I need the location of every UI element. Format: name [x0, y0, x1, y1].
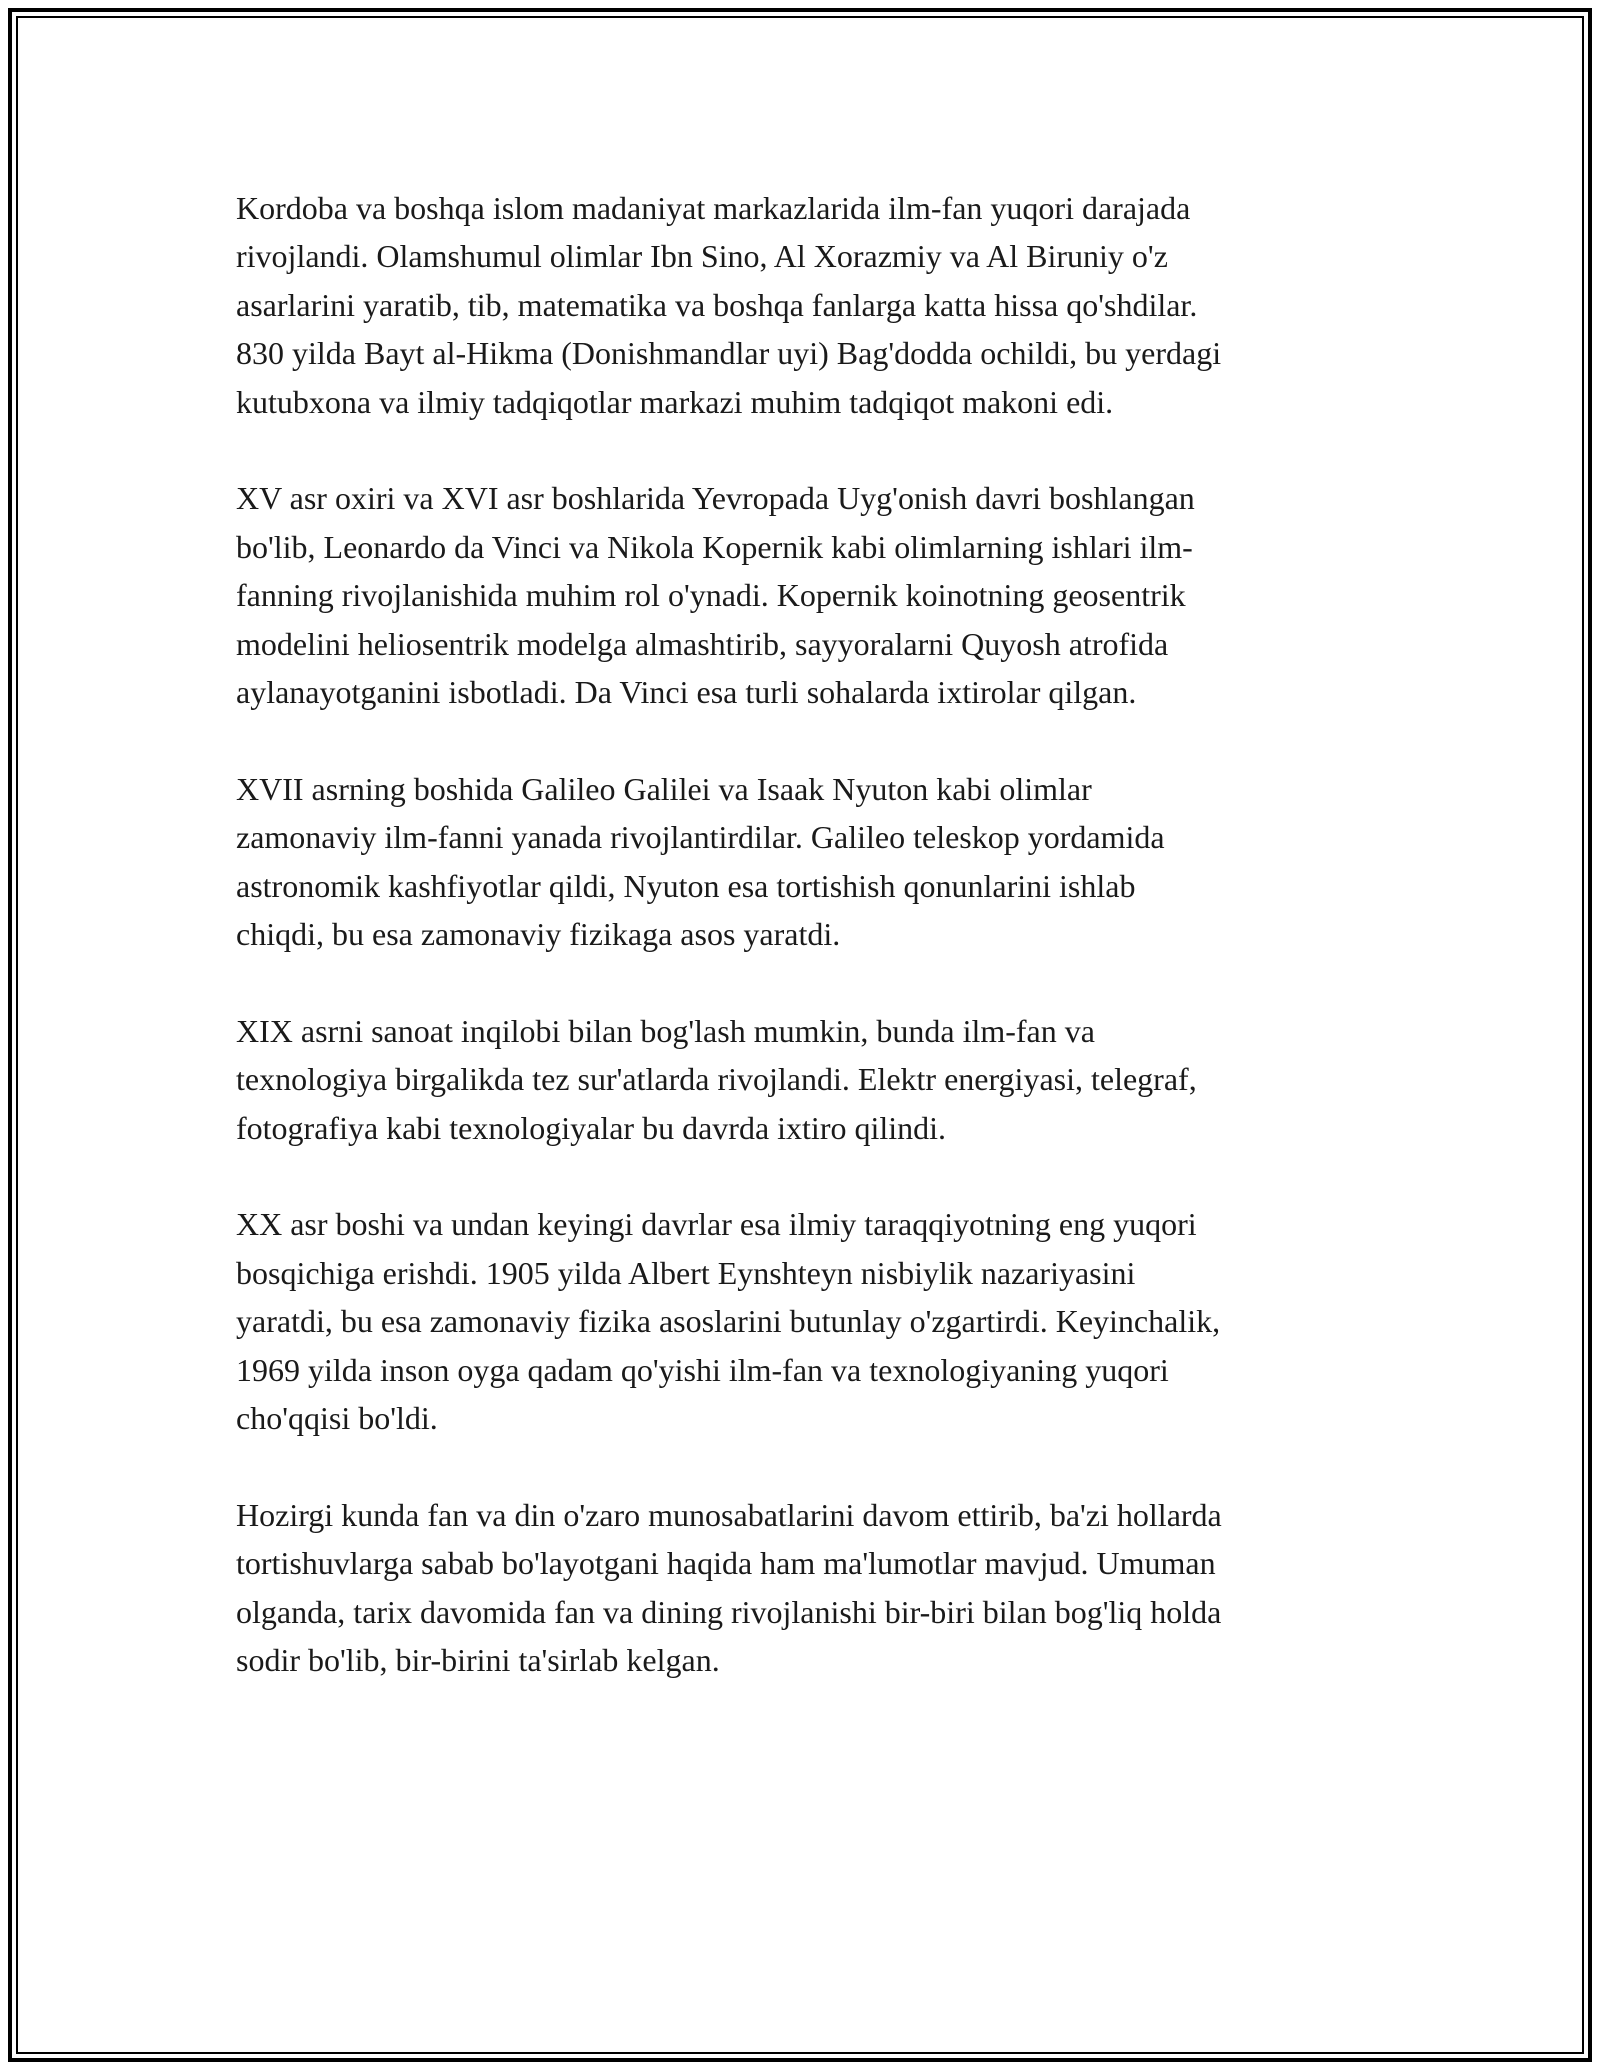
paragraph: XVII asrning boshida Galileo Galilei va Isaak Nyuton kabi olimlar zamonaviy ilm-fanni yanada rivojlantirdilar. Galileo teleskop yordamida astronomik kashfiyotlar qildi, Nyuton esa tortishish qonunlarini ishlab chiqdi, bu esa zamonaviy fizikaga asos yaratdi. [236, 770, 1165, 953]
document-body [236, 184, 1376, 1733]
paragraph: Kordoba va boshqa islom madaniyat markazlarida ilm-fan yuqori darajada rivojlandi. Olamshumul olimlar Ibn Sino, Al Xorazmiy va Al Biruniy o'z asarlarini yaratib, tib, matematika va boshqa fanlarga katta hissa qo'shdilar. 830 yilda Bayt al-Hikma (Donishmandlar uyi) Bag'dodda ochildi, bu yerdagi kutubxona va ilmiy tadqiqotlar markazi muhim tadqiqot makoni edi. [236, 190, 1222, 420]
paragraph: XIX asrni sanoat inqilobi bilan bog'lash mumkin, bunda ilm-fan va texnologiya birgalikda tez sur'atlarda rivojlandi. Elektr energiyasi, telegraf, fotografiya kabi texnologiyalar bu davrda ixtiro qilindi. [236, 1012, 1197, 1146]
paragraph: Hozirgi kunda fan va din o'zaro munosabatlarini davom ettirib, ba'zi hollarda tortishuvlarga sabab bo'layotgani haqida ham ma'lumotlar mavjud. Umuman olganda, tarix davomida fan va dining rivojlanishi bir-biri bilan bog'liq holda sodir bo'lib, bir-birini ta'sirlab kelgan. [236, 1496, 1222, 1679]
paragraph: XX asr boshi va undan keyingi davrlar esa ilmiy taraqqiyotning eng yuqori bosqichiga erishdi. 1905 yilda Albert Eynshteyn nisbiylik nazariyasini yaratdi, bu esa zamonaviy fizika asoslarini butunlay o'zgartirdi. Keyinchalik, 1969 yilda inson oyga qadam qo'yishi ilm-fan va texnologiyaning yuqori cho'qqisi bo'ldi. [236, 1206, 1221, 1437]
paragraph: XV asr oxiri va XVI asr boshlarida Yevropada Uyg'onish davri boshlangan bo'lib, Leonardo da Vinci va Nikola Kopernik kabi olimlarning ishlari ilm- fanning rivojlanishida muhim rol o'ynadi. Kopernik koinotning geosentrik modelini heliosentrik modelga almashtirib, sayyoralarni Quyosh atrofida aylanayotganini isbotladi. Da Vinci esa turli sohalarda ixtirolar qilgan. [236, 480, 1195, 711]
